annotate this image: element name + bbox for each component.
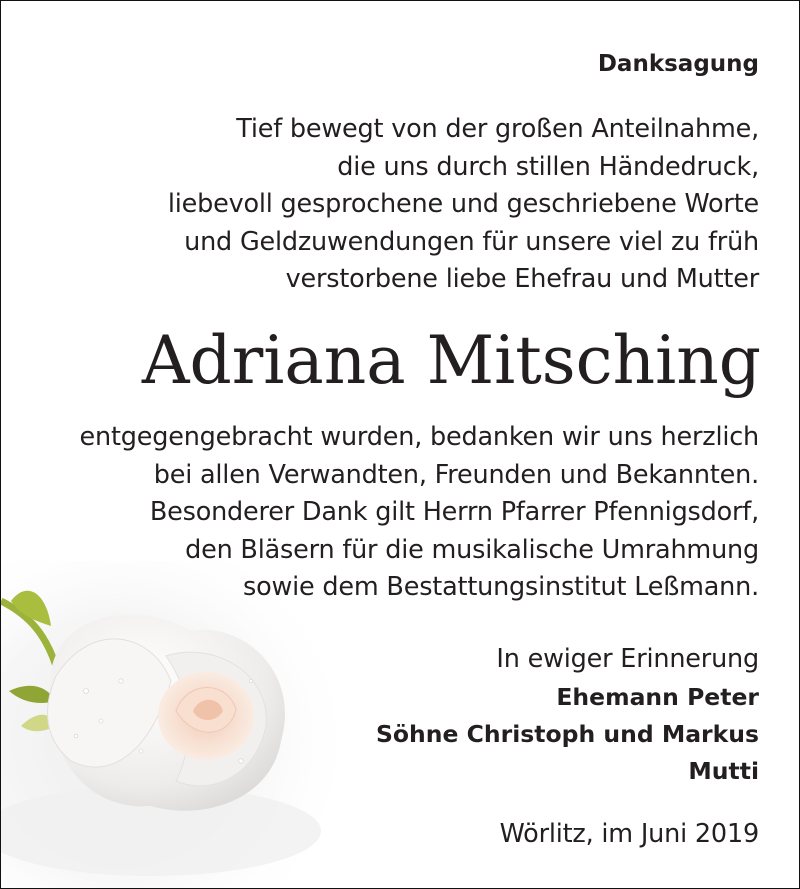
body-line: den Bläsern für die musikalische Umrahmung [185, 534, 759, 565]
intro-paragraph [168, 111, 759, 299]
intro-line: Tief bewegt von der großen Anteilnahme, [236, 114, 759, 144]
body-line: sowie dem Bestattungsinstitut Leßmann. [242, 572, 759, 602]
signatory: Ehemann Peter [556, 682, 759, 711]
body-line: Besonderer Dank gilt Herrn Pfarrer Pfennigsdorf, [149, 497, 759, 527]
notice-heading: Danksagung [597, 51, 759, 77]
intro-line: liebevoll gesprochene und geschriebene Worte [167, 189, 759, 219]
intro-line: und Geldzuwendungen für unsere viel zu früh [184, 226, 759, 257]
intro-line: verstorbene liebe Ehefrau und Mutter [285, 264, 759, 294]
place-date: Wörlitz, im Juni 2019 [499, 819, 759, 849]
intro-line: die uns durch stillen Händedruck, [337, 151, 759, 182]
white-rose-image [1, 561, 341, 889]
signatory: Söhne Christoph und Markus [375, 719, 759, 748]
body-paragraph [80, 419, 760, 607]
signature-block [376, 641, 759, 790]
body-line: entgegengebracht wurden, bedanken wir uns herzlich [79, 422, 759, 452]
deceased-name: Adriana Mitsching [141, 322, 761, 399]
signatory: Mutti [688, 756, 759, 785]
closing-line: In ewiger Erinnerung [496, 644, 759, 674]
body-line: bei allen Verwandten, Freunden und Bekannten. [153, 459, 759, 490]
